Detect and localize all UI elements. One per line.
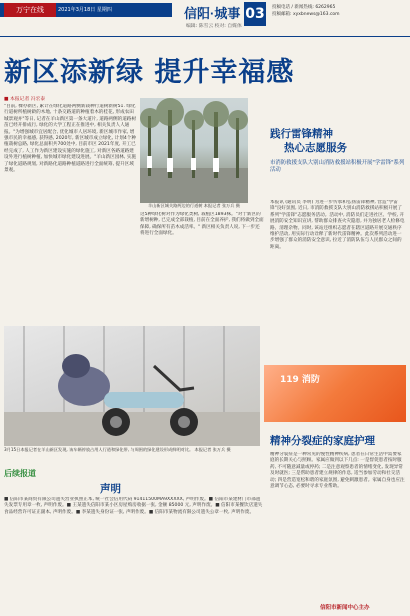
headline: 新区添新绿 提升幸福感	[4, 57, 295, 88]
footer-credit: 信阳市新闻中心主办	[320, 605, 370, 611]
lower-article-body: 精神分裂症是一种常见的慢性精神疾病, 患者在日常生活中需要家庭的长期关心与照顾。家属应做到以下几点: 一是督促患者按时服药, 不可随意减量或停药; 二是注意观察患者的情绪变化, 发现异常及时就医; 三是帮助患者建立规律的作息, 适当参加劳动和社交活动; 四是营造宽松和谐的家庭氛围, 避免刺激患者。家属自身也应注意调节心态, 必要时寻求专业帮助。	[270, 452, 405, 490]
street-trees-photo	[140, 98, 248, 203]
byline: ■ 本报记者 冯宏泰	[4, 97, 46, 102]
right-article-body: 本报讯 (通讯员 李明) 为进一步传承和弘扬雷锋精神, 营造"学雷锋"良好氛围, 近日, 市消防救援支队大别山消防救援站积极开展了系列"学雷锋"志愿服务活动。活动中, 消防员们走进社区、学校, 开展消防安全知识宣讲, 帮助群众排查火灾隐患, 并为独居老人检修电路、清理杂物。同时, 该站还组织志愿者在辖区道路开展交通秩序维护活动, 用实际行动诠释了新时代雷锋精神。此次系列活动进一步增强了群众的消防安全意识, 拉近了消防队伍与人民群众之间的距离。	[270, 200, 405, 250]
lower-article-title: 精神分裂症的家庭护理	[270, 435, 375, 447]
right-title-line: 践行雷锋精神	[270, 128, 333, 140]
right-title-line: 热心志愿服务	[284, 142, 347, 154]
right-article-intro: 市消防救援支队大别山消防救援站积极开展"学雷锋"系列活动	[270, 160, 405, 174]
section-title: 信阳·城事	[184, 6, 241, 21]
lead-article-text: "目前, 棵办新区, 累计在绿化道路两侧新栽种行道树新树51. 绿化行道树所植树龄的木地, 十条交路道的种植着木的桂花, 形成农田城景观并"等日, 记者在羊山新区第一条大道片, 道路两侧的道路树苗已经开排成行, 绿化的大学工程正在推进中, 相关负责人人通报。"为增强城市宜居配合, 优化城市人居环境, 新区城市作家, 增强市民的幸福感, 获得感, 2020年, 新区城市成立绿化, 计划4个种植栽树总路, 绿化总面积共700处中, 目前市区 2021年度, 开工已经完成了, 人工作为新区建设实施的绿化施工, 对新区各路道路建设外进行植树种植, 加快城市绿化建设进展。"羊山新区园林, 实施了绿化道路规划, 对新路化道路种植道路进行全面统筹, 提升区域景观。	[4, 104, 136, 174]
page-number: 03	[244, 2, 266, 26]
notice-body: ■ 信阳市某商贸有限公司遗失营业执照正本, 统一社会信用代码 91411500MA9XXXXX, 声明作废。■ 信阳市某建材门市部遗失发票专用章一枚, 声明作废。■ 王某遗失信阳市某小区房屋购房收据一张, 金额 85000 元, 声明作废。■ 信阳市某餐饮店遗失食品经营许可证正副本, 声明作废。■ 李某遗失身份证一张, 声明作废。■ 信阳市某物流有限公司遗失公章一枚, 声明作废。	[4, 497, 263, 515]
photo-caption: 羊山新区城关路两边的行道树 本报记者 张万兵 摄	[148, 203, 240, 208]
photo-caption: 3月15日本报记者在羊山新区发现, 该车辆停放占用人行道和绿化带, 与周围的绿化建设形成鲜明对比。 本报记者 张万兵 摄	[4, 447, 231, 452]
contact-info	[272, 4, 406, 18]
contact-line: 投稿邮箱: xyxbnews@163.com	[272, 12, 340, 17]
notice-title: 声明	[100, 483, 121, 495]
mid-article-text: 这5种绿化树对作为绿化类树, 栽植区1893株。"对于新区的新增树种, 已完成全部栽植, 目前在全面养护, 我们将做到全面保障, 确保所有苗木成活率。" 新区相关负责人说, 下一步还将进行全面绿化。	[140, 212, 264, 237]
contact-line: 投稿电话 / 新闻热线: 6262965	[272, 5, 336, 10]
right-article-title	[270, 127, 408, 155]
issue-date: 2021年3月18日 星期四	[58, 7, 112, 13]
follow-up-label: 后续报道	[4, 469, 36, 478]
header-rule	[0, 36, 410, 37]
brand-logo: 万宁在线	[4, 3, 56, 17]
fire-119-logo: 119 消防	[280, 375, 320, 385]
scooter-photo	[4, 326, 260, 446]
section-subtitle: 编辑: 陈雪云 校对: 自媒体	[186, 24, 242, 29]
